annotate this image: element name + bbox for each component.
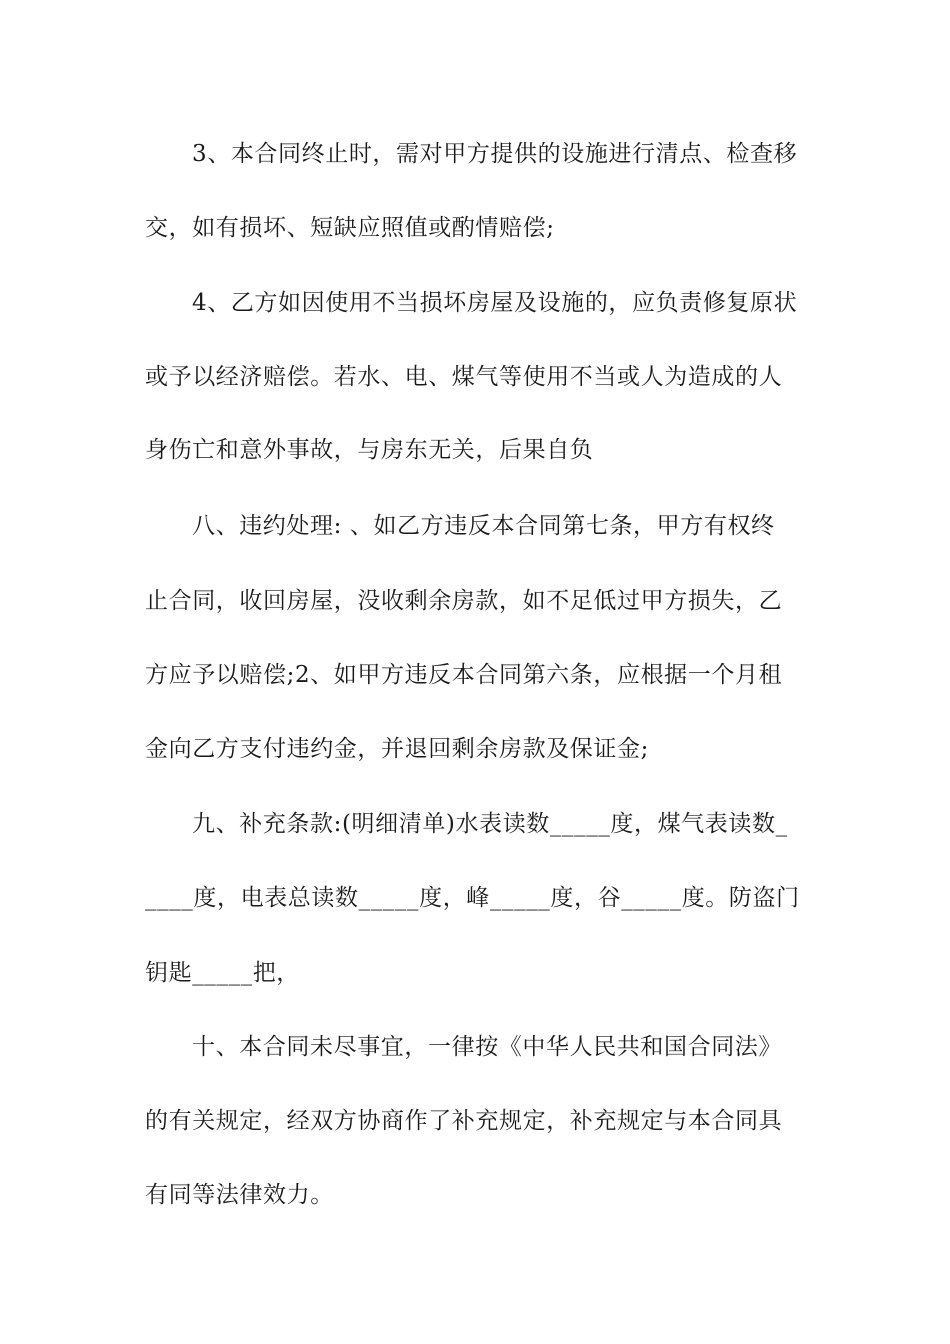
text-line: 或予以经济赔偿。若水、电、煤气等使用不当或人为造成的人	[145, 364, 783, 390]
text-line-clause-8: 八、违约处理: 、如乙方违反本合同第七条，甲方有权终	[192, 513, 775, 539]
text-line-clause-7-3: 3、本合同终止时，需对甲方提供的设施进行清点、检查移	[192, 141, 798, 167]
text-line: 有同等法律效力。	[145, 1182, 334, 1208]
text-line: 止合同，收回房屋，没收剩余房款，如不足低过甲方损失，乙	[145, 588, 783, 614]
text-line-clause-10: 十、本合同未尽事宜，一律按《中华人民共和国合同法》	[192, 1034, 782, 1060]
text-line: 方应予以赔偿;2、如甲方违反本合同第六条，应根据一个月租	[145, 662, 783, 688]
text-line: 身伤亡和意外事故，与房东无关，后果自负	[145, 437, 594, 463]
text-line-clause-7-4: 4、乙方如因使用不当损坏房屋及设施的，应负责修复原状	[192, 290, 798, 316]
text-line: 钥匙_____把，	[145, 960, 300, 986]
text-line-clause-9: 九、补充条款:(明细清单)水表读数_____度，煤气表读数_	[192, 811, 788, 837]
text-line: 交，如有损坏、短缺应照值或酌情赔偿;	[145, 215, 555, 241]
text-line: 金向乙方支付违约金，并退回剩余房款及保证金;	[145, 736, 649, 762]
text-line: 的有关规定，经双方协商作了补充规定，补充规定与本合同具	[145, 1108, 783, 1134]
text-line: ____度，电表总读数_____度，峰_____度，谷_____度。防盗门	[145, 885, 800, 911]
